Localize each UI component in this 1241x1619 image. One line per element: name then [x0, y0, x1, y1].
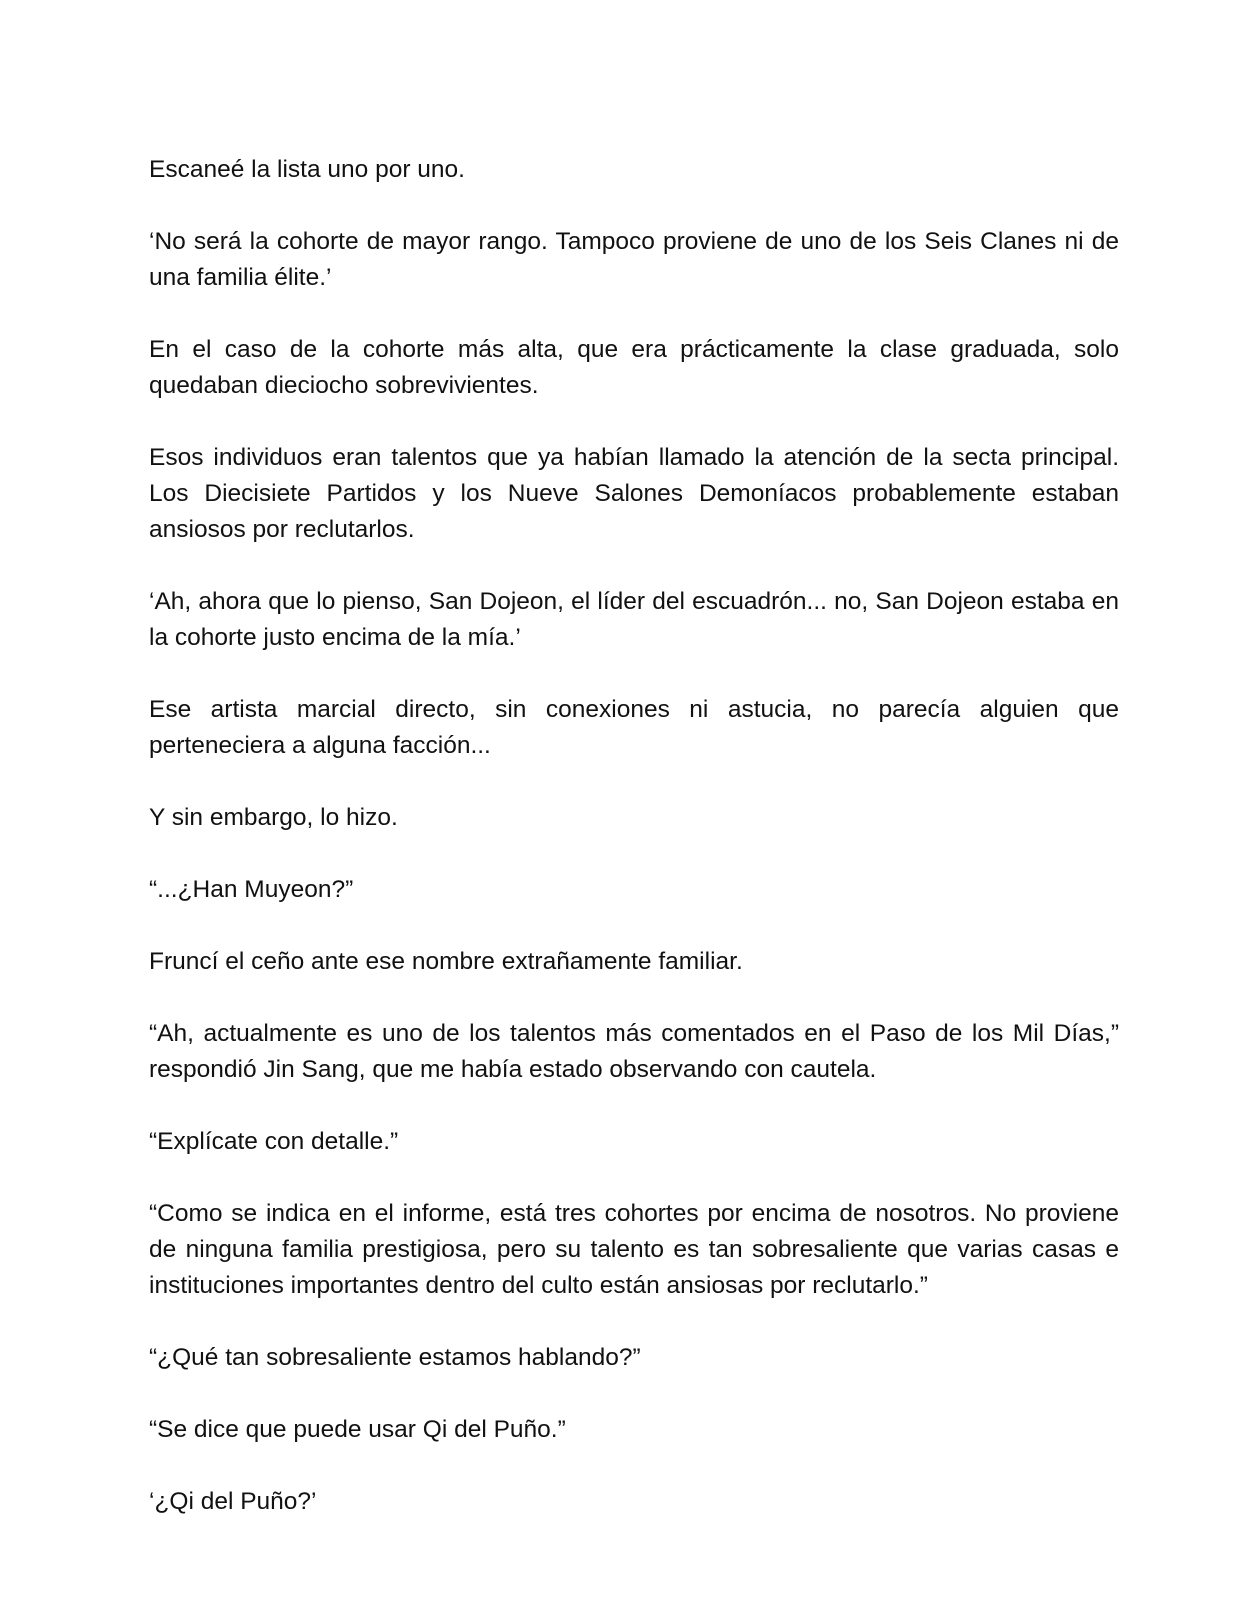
paragraph: Esos individuos eran talentos que ya habían llamado la atención de la secta principal. Los Diecisiete Partidos y los Nueve Salones Demoníacos probablemente estaban ansiosos por reclutarlos.	[149, 444, 1119, 543]
paragraph: “Como se indica en el informe, está tres cohortes por encima de nosotros. No proviene de ninguna familia prestigiosa, pero su talento es tan sobresaliente que varias casas e instituciones importantes dentro del culto están ansiosas por reclutarlo.”	[149, 1200, 1119, 1299]
paragraph: Fruncí el ceño ante ese nombre extrañamente familiar.	[149, 948, 743, 975]
paragraph: “Explícate con detalle.”	[149, 1128, 399, 1155]
paragraph: Escaneé la lista uno por uno.	[149, 156, 465, 183]
document-body	[149, 152, 1119, 1556]
paragraph: En el caso de la cohorte más alta, que era prácticamente la clase graduada, solo quedaban dieciocho sobrevivientes.	[149, 336, 1119, 399]
paragraph: ‘¿Qi del Puño?’	[149, 1488, 317, 1515]
paragraph: ‘Ah, ahora que lo pienso, San Dojeon, el líder del escuadrón... no, San Dojeon estaba en la cohorte justo encima de la mía.’	[149, 588, 1119, 651]
paragraph: “Se dice que puede usar Qi del Puño.”	[149, 1416, 566, 1443]
paragraph: “Ah, actualmente es uno de los talentos más comentados en el Paso de los Mil Días,” respondió Jin Sang, que me había estado observando con cautela.	[149, 1020, 1119, 1083]
paragraph: “...¿Han Muyeon?”	[149, 876, 354, 903]
paragraph: “¿Qué tan sobresaliente estamos hablando?”	[149, 1344, 641, 1371]
paragraph: Ese artista marcial directo, sin conexiones ni astucia, no parecía alguien que perteneciera a alguna facción...	[149, 696, 1119, 759]
paragraph: Y sin embargo, lo hizo.	[149, 804, 398, 831]
paragraph: ‘No será la cohorte de mayor rango. Tampoco proviene de uno de los Seis Clanes ni de una familia élite.’	[149, 228, 1119, 291]
